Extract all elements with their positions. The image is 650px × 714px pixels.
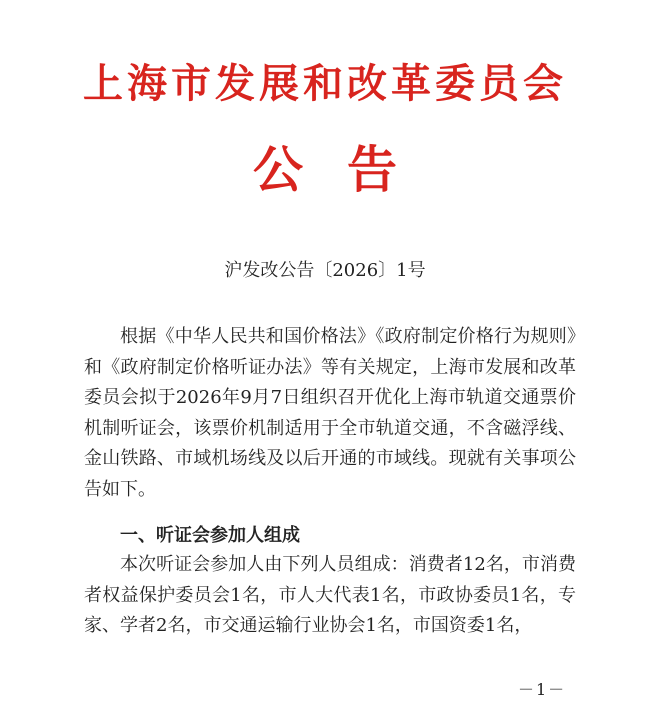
issuer-header: 上海市发展和改革委员会 [83,60,567,107]
section-heading-1: 一、听证会参加人组成 [120,525,300,546]
body-paragraph-2: 本次听证会参加人由下列人员组成：消费者12名，市消费者权益保护委员会1名，市人大代表1名，市政协委员1名，专家、学者2名，市交通运输行业协会1名，市国资委1名， [84,554,576,636]
page-number: －1－ [518,680,567,699]
body-paragraph-1: 根据《中华人民共和国价格法》《政府制定价格行为规则》和《政府制定价格听证办法》等有关规定，上海市发展和改革委员会拟于2026年9月7日组织召开优化上海市轨道交通票价机制听证会，该票价机制适用于全市轨道交通，不含磁浮线、金山铁路、市域机场线及以后开通的市域线。现就有关事项公告如下。 [84,326,576,500]
document-number: 沪发改公告〔2026〕1号 [224,260,426,281]
notice-title: 公告 [253,140,441,199]
